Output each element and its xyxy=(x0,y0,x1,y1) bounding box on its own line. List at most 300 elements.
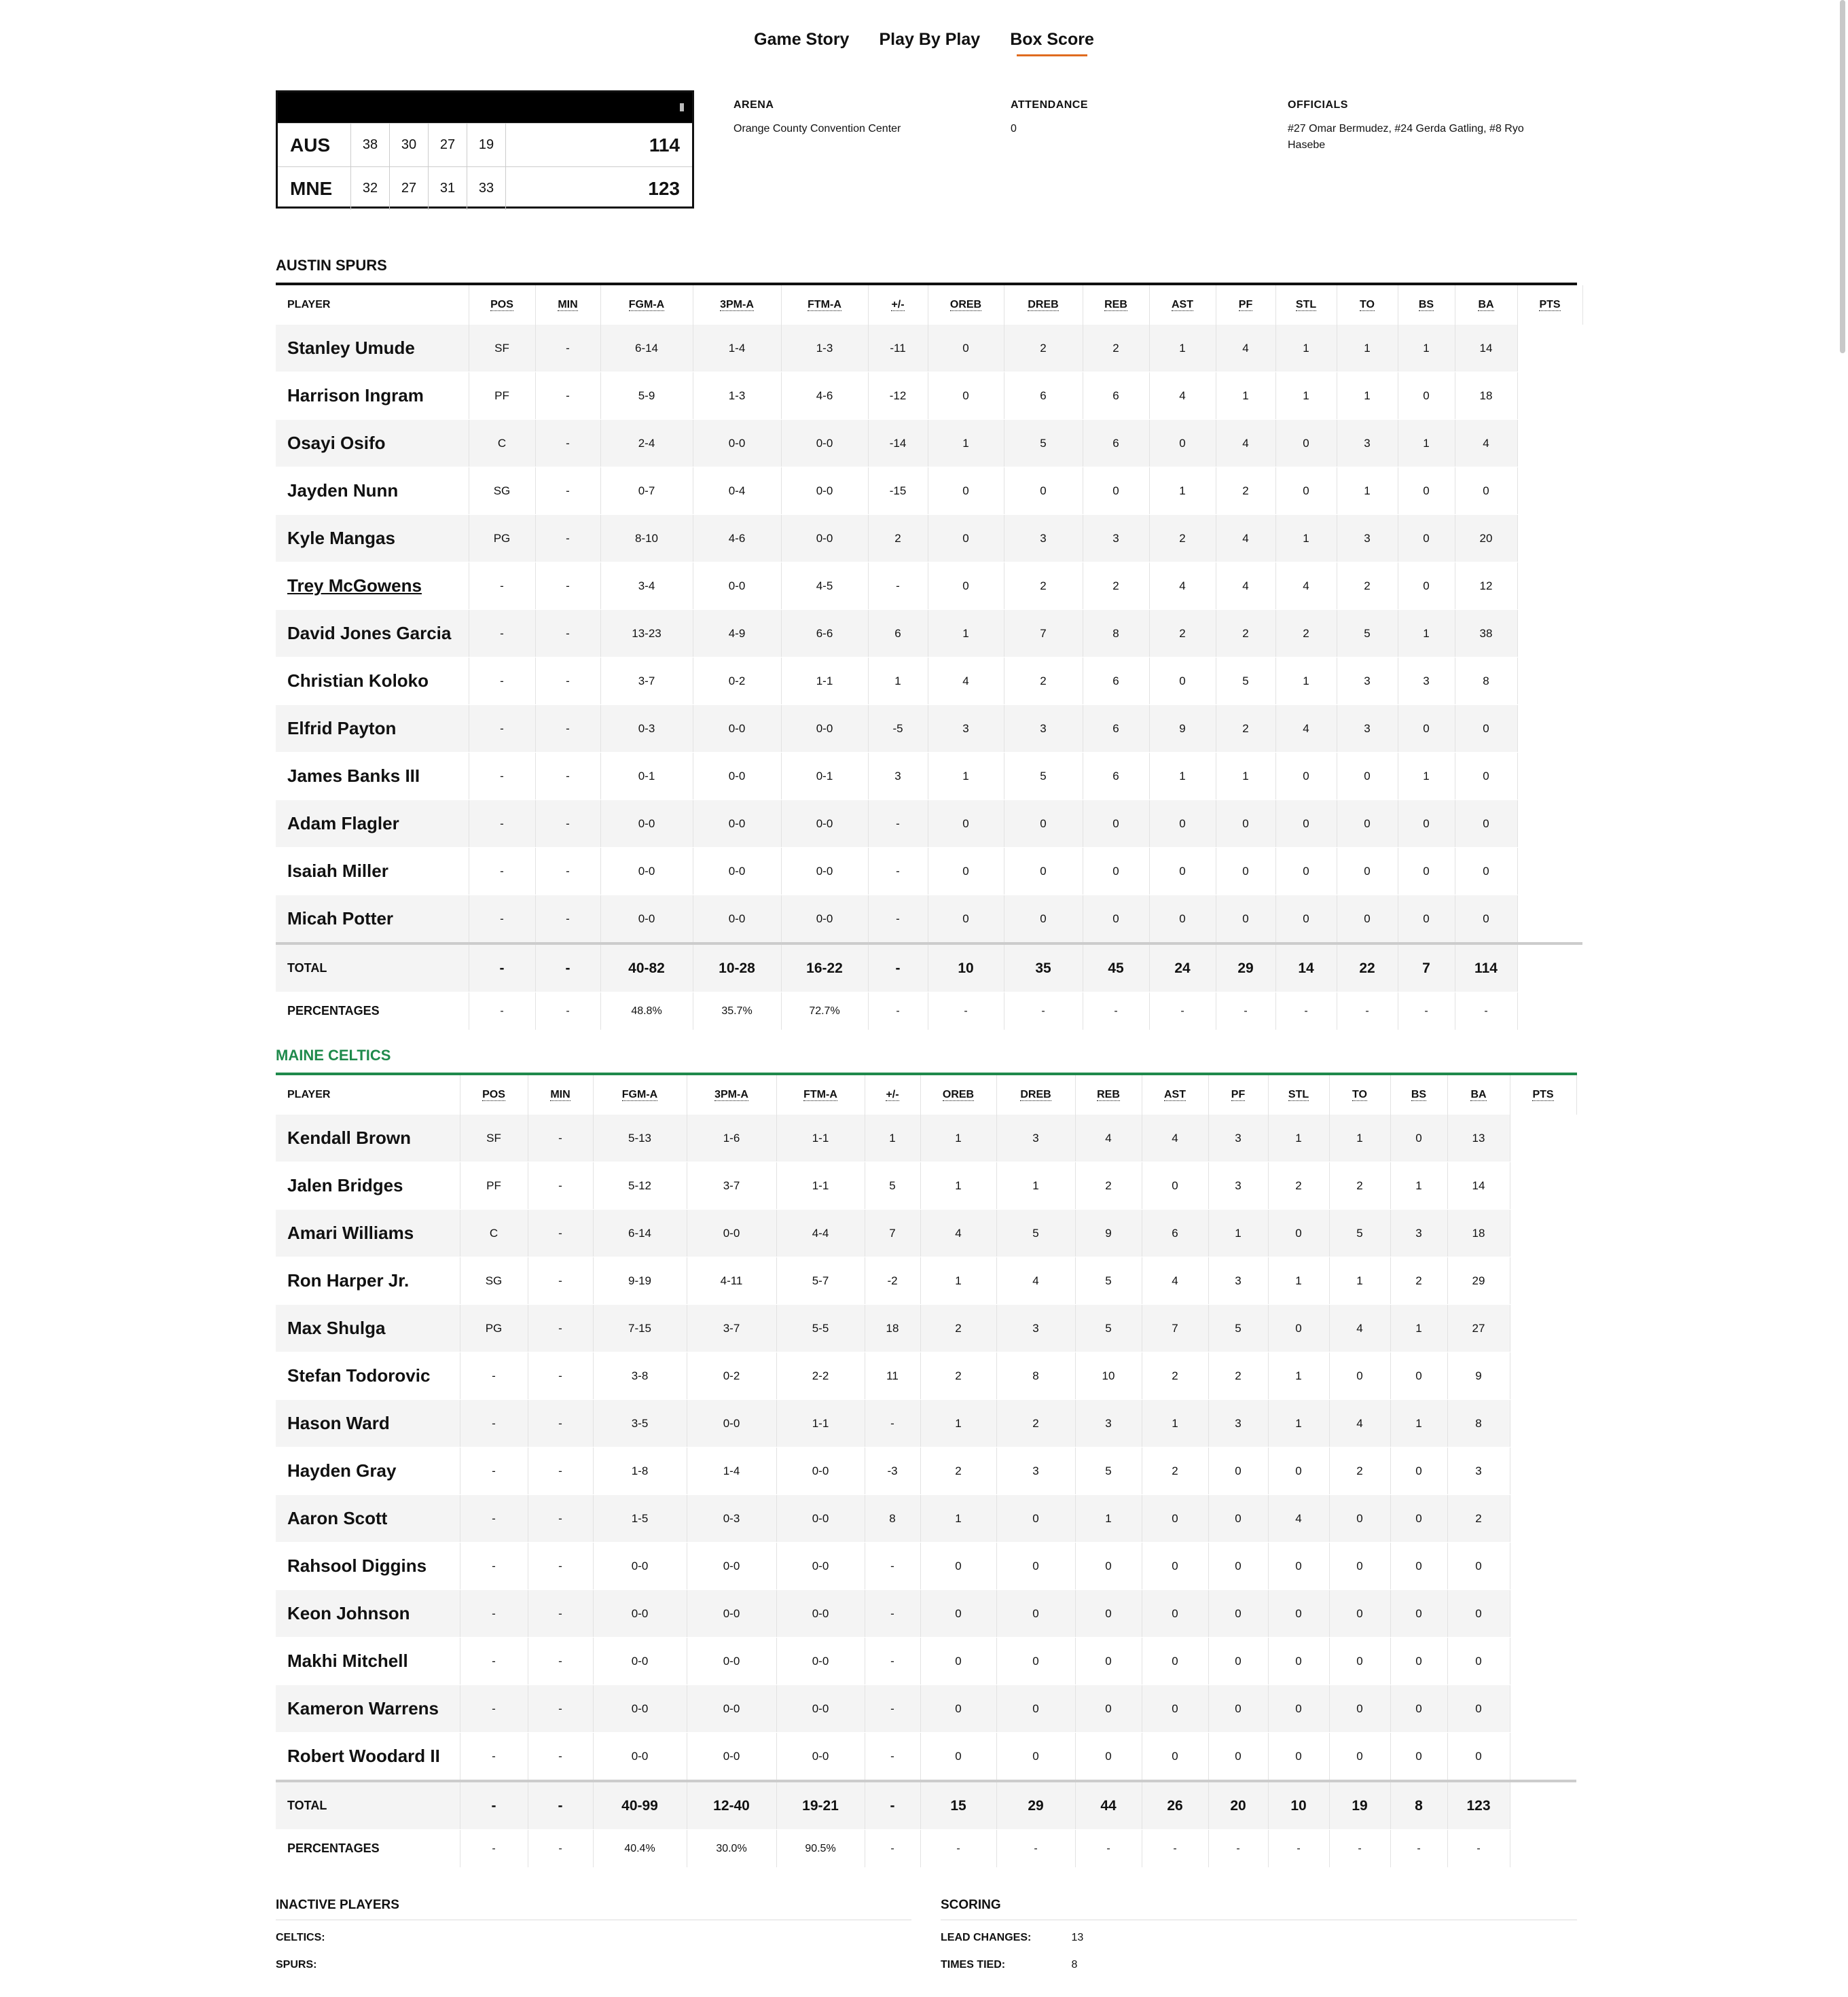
stat-bs: 0 xyxy=(1390,1115,1447,1162)
stat-ba: 27 xyxy=(1447,1305,1510,1352)
column-header-oreb[interactable] xyxy=(920,1075,996,1115)
player-name[interactable] xyxy=(276,1352,460,1400)
player-name-text[interactable]: Hayden Gray xyxy=(287,1460,397,1481)
player-name-text[interactable]: Rahsool Diggins xyxy=(287,1555,427,1576)
column-header-3pm-a[interactable] xyxy=(687,1075,776,1115)
stat-reb: 6 xyxy=(1083,372,1149,420)
stat-pf: 4 xyxy=(1216,325,1275,372)
column-header-ftm-a[interactable] xyxy=(781,285,868,325)
stat-to: 0 xyxy=(1329,1590,1390,1638)
stat-dreb: 0 xyxy=(996,1638,1075,1685)
stat-dreb: 0 xyxy=(996,1590,1075,1638)
player-name-text[interactable]: Amari Williams xyxy=(287,1223,414,1243)
percentages-row-ast: - xyxy=(1142,1830,1208,1868)
stat-ast: 0 xyxy=(1142,1543,1208,1590)
lead-changes-value: 13 xyxy=(1071,1932,1084,1943)
stat-pf: 3 xyxy=(1208,1162,1268,1210)
officials-value: #27 Omar Bermudez, #24 Gerda Gatling, #8 Ryo Hasebe xyxy=(1288,123,1524,151)
stat-oreb: 0 xyxy=(928,372,1004,420)
stat-oreb: 0 xyxy=(928,895,1004,944)
player-name[interactable] xyxy=(276,895,469,944)
stat-plus-minus: 11 xyxy=(865,1352,920,1400)
pts-cell xyxy=(1510,1257,1576,1305)
player-name[interactable] xyxy=(276,1590,460,1638)
player-name[interactable] xyxy=(276,325,469,372)
total-row-fgm-a: 40-99 xyxy=(593,1781,687,1830)
stat-3pm-a: 0-0 xyxy=(687,1733,776,1782)
stat-oreb: 1 xyxy=(920,1115,996,1162)
player-name-text[interactable]: Robert Woodard II xyxy=(287,1746,440,1766)
player-row xyxy=(276,1685,1576,1733)
stat-ba: 0 xyxy=(1455,467,1517,515)
column-header-bs[interactable] xyxy=(1398,285,1455,325)
column-header-label: DREB xyxy=(1020,1089,1051,1100)
stat-pf: 2 xyxy=(1216,610,1275,658)
stat-pos: SF xyxy=(469,325,535,372)
player-row xyxy=(276,1400,1576,1447)
player-name-text[interactable]: Hason Ward xyxy=(287,1413,390,1433)
stat-fgm-a: 0-0 xyxy=(600,895,693,944)
stat-pos: - xyxy=(469,753,535,800)
stat-dreb: 0 xyxy=(1004,848,1083,895)
player-name-text[interactable]: Makhi Mitchell xyxy=(287,1651,408,1671)
stat-ast: 4 xyxy=(1149,562,1216,610)
stat-dreb: 0 xyxy=(1004,467,1083,515)
stat-to: 1 xyxy=(1337,325,1398,372)
player-name[interactable] xyxy=(276,1685,460,1733)
total-row-plus-minus: - xyxy=(868,943,928,992)
total-row-bs: 7 xyxy=(1398,943,1455,992)
player-row xyxy=(276,1495,1576,1543)
header-row xyxy=(276,285,1582,325)
stat-stl: 1 xyxy=(1275,658,1337,705)
stat-ast: 1 xyxy=(1142,1400,1208,1447)
stat-min: - xyxy=(528,1638,593,1685)
stat-ftm-a: 0-0 xyxy=(781,467,868,515)
stat-dreb: 0 xyxy=(1004,895,1083,944)
stat-plus-minus: - xyxy=(868,895,928,944)
stat-to: 5 xyxy=(1337,610,1398,658)
column-header-ast[interactable] xyxy=(1149,285,1216,325)
column-header-3pm-a[interactable] xyxy=(693,285,781,325)
player-name[interactable] xyxy=(276,610,469,658)
stat-3pm-a: 3-7 xyxy=(687,1305,776,1352)
player-name[interactable] xyxy=(276,1115,460,1162)
player-name[interactable] xyxy=(276,372,469,420)
player-row xyxy=(276,1257,1576,1305)
column-header-ast[interactable] xyxy=(1142,1075,1208,1115)
box-score-table-away xyxy=(276,285,1583,1030)
stat-ba: 8 xyxy=(1447,1400,1510,1447)
stat-dreb: 0 xyxy=(996,1495,1075,1543)
percentages-row-min: - xyxy=(535,992,600,1030)
player-name[interactable] xyxy=(276,420,469,467)
column-header-label: 3PM-A xyxy=(720,299,754,310)
stat-to: 1 xyxy=(1337,467,1398,515)
stat-to: 0 xyxy=(1337,895,1398,944)
stat-oreb: 0 xyxy=(920,1638,996,1685)
stat-ba: 38 xyxy=(1455,610,1517,658)
stat-3pm-a: 0-0 xyxy=(693,895,781,944)
player-name[interactable] xyxy=(276,848,469,895)
player-name-text[interactable]: Jalen Bridges xyxy=(287,1175,403,1195)
stat-ba: 18 xyxy=(1447,1210,1510,1257)
column-header-label: POS xyxy=(490,299,513,310)
stat-3pm-a: 0-0 xyxy=(693,848,781,895)
stat-ast: 2 xyxy=(1142,1447,1208,1495)
player-name-text[interactable]: Kendall Brown xyxy=(287,1128,412,1148)
stat-reb: 6 xyxy=(1083,658,1149,705)
column-header-label: PF xyxy=(1238,299,1253,310)
player-name-text[interactable]: Osayi Osifo xyxy=(287,433,386,453)
stat-to: 0 xyxy=(1337,848,1398,895)
stat-plus-minus: - xyxy=(865,1543,920,1590)
stat-stl: 0 xyxy=(1275,848,1337,895)
stat-stl: 0 xyxy=(1268,1685,1329,1733)
player-name[interactable] xyxy=(276,1210,460,1257)
stat-reb: 3 xyxy=(1083,515,1149,562)
stat-min: - xyxy=(535,753,600,800)
stat-ast: 4 xyxy=(1142,1115,1208,1162)
stat-ftm-a: 4-4 xyxy=(776,1210,865,1257)
quarter-score: 27 xyxy=(429,124,467,166)
stat-pos: - xyxy=(469,705,535,753)
stat-bs: 0 xyxy=(1390,1638,1447,1685)
pts-cell xyxy=(1517,800,1582,848)
player-name-text[interactable]: Harrison Ingram xyxy=(287,385,424,406)
stat-bs: 0 xyxy=(1390,1495,1447,1543)
player-name[interactable] xyxy=(276,1733,460,1782)
stat-ast: 0 xyxy=(1149,895,1216,944)
stat-dreb: 1 xyxy=(996,1162,1075,1210)
player-name[interactable] xyxy=(276,1543,460,1590)
stat-ba: 4 xyxy=(1455,420,1517,467)
stat-plus-minus: - xyxy=(865,1638,920,1685)
stat-pf: 2 xyxy=(1216,467,1275,515)
scrollbar[interactable] xyxy=(1840,0,1845,353)
player-name[interactable] xyxy=(276,1638,460,1685)
stat-ast: 2 xyxy=(1142,1352,1208,1400)
column-header-reb[interactable] xyxy=(1075,1075,1142,1115)
lead-changes xyxy=(941,1932,1083,1944)
stat-plus-minus: 1 xyxy=(868,658,928,705)
stat-plus-minus: -11 xyxy=(868,325,928,372)
column-header-pts[interactable] xyxy=(1517,285,1582,325)
stat-min: - xyxy=(535,705,600,753)
player-name-text[interactable]: James Banks III xyxy=(287,766,420,786)
player-name-text[interactable]: Adam Flagler xyxy=(287,813,399,833)
column-header-stl[interactable] xyxy=(1268,1075,1329,1115)
stat-bs: 1 xyxy=(1390,1400,1447,1447)
stat-reb: 0 xyxy=(1083,800,1149,848)
player-name[interactable] xyxy=(276,1305,460,1352)
column-header-pf[interactable] xyxy=(1216,285,1275,325)
pts-cell xyxy=(1517,467,1582,515)
stat-fgm-a: 5-12 xyxy=(593,1162,687,1210)
stat-to: 3 xyxy=(1337,658,1398,705)
player-name[interactable] xyxy=(276,658,469,705)
stat-ba: 0 xyxy=(1447,1590,1510,1638)
column-header-label: FTM-A xyxy=(808,299,841,310)
total-row-reb: 44 xyxy=(1075,1781,1142,1830)
column-header-label: POS xyxy=(482,1089,505,1100)
column-header-plus-minus[interactable] xyxy=(865,1075,920,1115)
stat-min: - xyxy=(535,895,600,944)
stat-pos: SF xyxy=(460,1115,528,1162)
stat-3pm-a: 1-4 xyxy=(687,1447,776,1495)
stat-min: - xyxy=(528,1590,593,1638)
stat-reb: 5 xyxy=(1075,1447,1142,1495)
column-header-reb[interactable] xyxy=(1083,285,1149,325)
player-name[interactable] xyxy=(276,1400,460,1447)
stat-bs: 0 xyxy=(1390,1447,1447,1495)
player-name-text[interactable]: Kyle Mangas xyxy=(287,528,395,548)
player-name-text[interactable]: Ron Harper Jr. xyxy=(287,1270,410,1291)
percentages-row-bs: - xyxy=(1398,992,1455,1030)
stat-min: - xyxy=(528,1210,593,1257)
stat-bs: 3 xyxy=(1398,658,1455,705)
stat-ast: 0 xyxy=(1142,1590,1208,1638)
tab-box-score[interactable]: Box Score xyxy=(1010,30,1094,56)
attendance-info xyxy=(1011,99,1269,137)
percentages-row-reb: - xyxy=(1075,1830,1142,1868)
stat-stl: 4 xyxy=(1268,1495,1329,1543)
player-name-text[interactable]: David Jones Garcia xyxy=(287,623,452,643)
stat-oreb: 1 xyxy=(928,420,1004,467)
tab-play-by-play[interactable]: Play By Play xyxy=(879,30,981,49)
stat-3pm-a: 3-7 xyxy=(687,1162,776,1210)
stat-oreb: 0 xyxy=(928,848,1004,895)
stat-dreb: 5 xyxy=(1004,753,1083,800)
stat-pf: 5 xyxy=(1208,1305,1268,1352)
stat-reb: 6 xyxy=(1083,705,1149,753)
total-row-min: - xyxy=(535,943,600,992)
percentages-row-dreb: - xyxy=(996,1830,1075,1868)
stat-ftm-a: 0-0 xyxy=(776,1685,865,1733)
player-name-text[interactable]: Keon Johnson xyxy=(287,1603,410,1623)
player-name-text[interactable]: Aaron Scott xyxy=(287,1508,388,1528)
player-name[interactable] xyxy=(276,515,469,562)
stat-ba: 8 xyxy=(1455,658,1517,705)
column-header-stl[interactable] xyxy=(1275,285,1337,325)
column-header-min[interactable] xyxy=(528,1075,593,1115)
percentages-row-plus-minus: - xyxy=(865,1830,920,1868)
total-row-stl: 14 xyxy=(1275,943,1337,992)
stat-dreb: 3 xyxy=(996,1305,1075,1352)
stat-to: 2 xyxy=(1329,1162,1390,1210)
stat-min: - xyxy=(528,1400,593,1447)
stat-plus-minus: - xyxy=(865,1733,920,1782)
stat-min: - xyxy=(535,610,600,658)
player-name-text[interactable]: Kameron Warrens xyxy=(287,1698,439,1719)
player-name-text[interactable]: Stefan Todorovic xyxy=(287,1365,431,1386)
column-header-ba[interactable] xyxy=(1455,285,1517,325)
player-row xyxy=(276,1115,1576,1162)
tab-game-story[interactable]: Game Story xyxy=(754,30,850,49)
total-row-stl: 10 xyxy=(1268,1781,1329,1830)
stat-pos: - xyxy=(469,610,535,658)
stat-plus-minus: -15 xyxy=(868,467,928,515)
stat-ftm-a: 0-0 xyxy=(781,515,868,562)
player-name-text[interactable]: Stanley Umude xyxy=(287,338,415,358)
stat-fgm-a: 0-0 xyxy=(593,1590,687,1638)
stat-pos: C xyxy=(460,1210,528,1257)
total-row-ba: 123 xyxy=(1447,1781,1510,1830)
stat-3pm-a: 0-0 xyxy=(693,562,781,610)
total-row xyxy=(276,1781,1576,1830)
percentages-row-label: PERCENTAGES xyxy=(276,992,469,1030)
column-header-dreb[interactable] xyxy=(1004,285,1083,325)
header-row xyxy=(276,1075,1576,1115)
stat-pf: 1 xyxy=(1216,753,1275,800)
column-header-plus-minus[interactable] xyxy=(868,285,928,325)
pts-cell xyxy=(1517,658,1582,705)
stat-ast: 0 xyxy=(1149,848,1216,895)
column-header-min[interactable] xyxy=(535,285,600,325)
stat-ast: 6 xyxy=(1142,1210,1208,1257)
stat-pos: PF xyxy=(460,1162,528,1210)
player-name-text[interactable]: Christian Koloko xyxy=(287,670,429,691)
stat-min: - xyxy=(528,1543,593,1590)
stat-3pm-a: 0-0 xyxy=(687,1210,776,1257)
stat-min: - xyxy=(528,1685,593,1733)
column-header-to[interactable] xyxy=(1329,1075,1390,1115)
player-name[interactable] xyxy=(276,753,469,800)
stat-stl: 0 xyxy=(1275,420,1337,467)
total-row-3pm-a: 12-40 xyxy=(687,1781,776,1830)
stat-ast: 1 xyxy=(1149,467,1216,515)
stat-stl: 0 xyxy=(1268,1543,1329,1590)
stat-fgm-a: 0-1 xyxy=(600,753,693,800)
quarter-score: 38 xyxy=(351,124,390,166)
times-tied xyxy=(941,1959,1077,1971)
player-row xyxy=(276,1543,1576,1590)
player-row xyxy=(276,420,1582,467)
column-header-ba[interactable] xyxy=(1447,1075,1510,1115)
stat-3pm-a: 0-0 xyxy=(693,420,781,467)
player-name[interactable] xyxy=(276,800,469,848)
stat-plus-minus: - xyxy=(868,562,928,610)
player-name-text[interactable]: Isaiah Miller xyxy=(287,861,388,881)
stat-to: 0 xyxy=(1337,753,1398,800)
stat-plus-minus: -14 xyxy=(868,420,928,467)
stat-ba: 13 xyxy=(1447,1115,1510,1162)
stat-plus-minus: 6 xyxy=(868,610,928,658)
pts-cell xyxy=(1510,1781,1576,1830)
column-header-label: PLAYER xyxy=(287,1089,331,1100)
column-header-pos[interactable] xyxy=(460,1075,528,1115)
stat-dreb: 3 xyxy=(1004,515,1083,562)
player-row xyxy=(276,467,1582,515)
player-name[interactable] xyxy=(276,1257,460,1305)
player-row xyxy=(276,515,1582,562)
stat-oreb: 1 xyxy=(928,610,1004,658)
stat-reb: 0 xyxy=(1083,848,1149,895)
player-name[interactable] xyxy=(276,1495,460,1543)
stat-to: 0 xyxy=(1329,1543,1390,1590)
stat-pf: 3 xyxy=(1208,1115,1268,1162)
stat-dreb: 0 xyxy=(1004,800,1083,848)
stat-pf: 0 xyxy=(1216,800,1275,848)
stat-stl: 1 xyxy=(1268,1257,1329,1305)
pts-cell xyxy=(1517,705,1582,753)
stat-plus-minus: - xyxy=(868,848,928,895)
quarter-score: 27 xyxy=(390,167,429,210)
stat-dreb: 2 xyxy=(996,1400,1075,1447)
player-name-text[interactable]: Max Shulga xyxy=(287,1318,386,1338)
stat-pos: C xyxy=(469,420,535,467)
stat-stl: 1 xyxy=(1275,325,1337,372)
player-name[interactable] xyxy=(276,562,469,610)
column-header-label: OREB xyxy=(942,1089,975,1100)
arena-info xyxy=(733,99,992,137)
stat-plus-minus: 1 xyxy=(865,1115,920,1162)
total-row-min: - xyxy=(528,1781,593,1830)
stat-3pm-a: 4-9 xyxy=(693,610,781,658)
stat-ftm-a: 1-1 xyxy=(776,1162,865,1210)
stat-fgm-a: 0-0 xyxy=(593,1543,687,1590)
column-header-pos[interactable] xyxy=(469,285,535,325)
player-name[interactable] xyxy=(276,1447,460,1495)
column-header-pf[interactable] xyxy=(1208,1075,1268,1115)
column-header-bs[interactable] xyxy=(1390,1075,1447,1115)
stat-reb: 2 xyxy=(1083,325,1149,372)
stat-to: 3 xyxy=(1337,705,1398,753)
stat-to: 5 xyxy=(1329,1210,1390,1257)
stat-plus-minus: -2 xyxy=(865,1257,920,1305)
column-header-label: TO xyxy=(1360,299,1375,310)
column-header-ftm-a[interactable] xyxy=(776,1075,865,1115)
player-name[interactable] xyxy=(276,705,469,753)
column-header-oreb[interactable] xyxy=(928,285,1004,325)
player-name[interactable] xyxy=(276,467,469,515)
stat-ftm-a: 0-0 xyxy=(781,705,868,753)
quarter-score: 32 xyxy=(351,167,390,210)
stat-oreb: 4 xyxy=(920,1210,996,1257)
pts-cell xyxy=(1510,1638,1576,1685)
player-row xyxy=(276,325,1582,372)
player-name-text[interactable]: Micah Potter xyxy=(287,908,394,929)
player-name-text[interactable]: Trey McGowens xyxy=(287,575,422,596)
stat-reb: 4 xyxy=(1075,1115,1142,1162)
stat-pf: 4 xyxy=(1216,420,1275,467)
stat-fgm-a: 5-13 xyxy=(593,1115,687,1162)
player-name[interactable] xyxy=(276,1162,460,1210)
player-name-text[interactable]: Jayden Nunn xyxy=(287,480,399,501)
stat-min: - xyxy=(535,562,600,610)
stat-plus-minus: - xyxy=(865,1400,920,1447)
percentages-row-fgm-a: 40.4% xyxy=(593,1830,687,1868)
stat-min: - xyxy=(535,467,600,515)
stat-reb: 0 xyxy=(1083,467,1149,515)
percentages-row-3pm-a: 30.0% xyxy=(687,1830,776,1868)
player-row xyxy=(276,1447,1576,1495)
stat-3pm-a: 0-0 xyxy=(693,800,781,848)
column-header-dreb[interactable] xyxy=(996,1075,1075,1115)
column-header-to[interactable] xyxy=(1337,285,1398,325)
player-row xyxy=(276,895,1582,944)
column-header-fgm-a[interactable] xyxy=(600,285,693,325)
column-header-pts[interactable] xyxy=(1510,1075,1576,1115)
stat-3pm-a: 0-0 xyxy=(693,705,781,753)
stat-3pm-a: 4-6 xyxy=(693,515,781,562)
player-name-text[interactable]: Elfrid Payton xyxy=(287,718,397,738)
column-header-fgm-a[interactable] xyxy=(593,1075,687,1115)
stat-dreb: 6 xyxy=(1004,372,1083,420)
stat-plus-minus: 5 xyxy=(865,1162,920,1210)
stat-bs: 1 xyxy=(1398,610,1455,658)
inactive-celtics-label: CELTICS: xyxy=(276,1932,325,1943)
